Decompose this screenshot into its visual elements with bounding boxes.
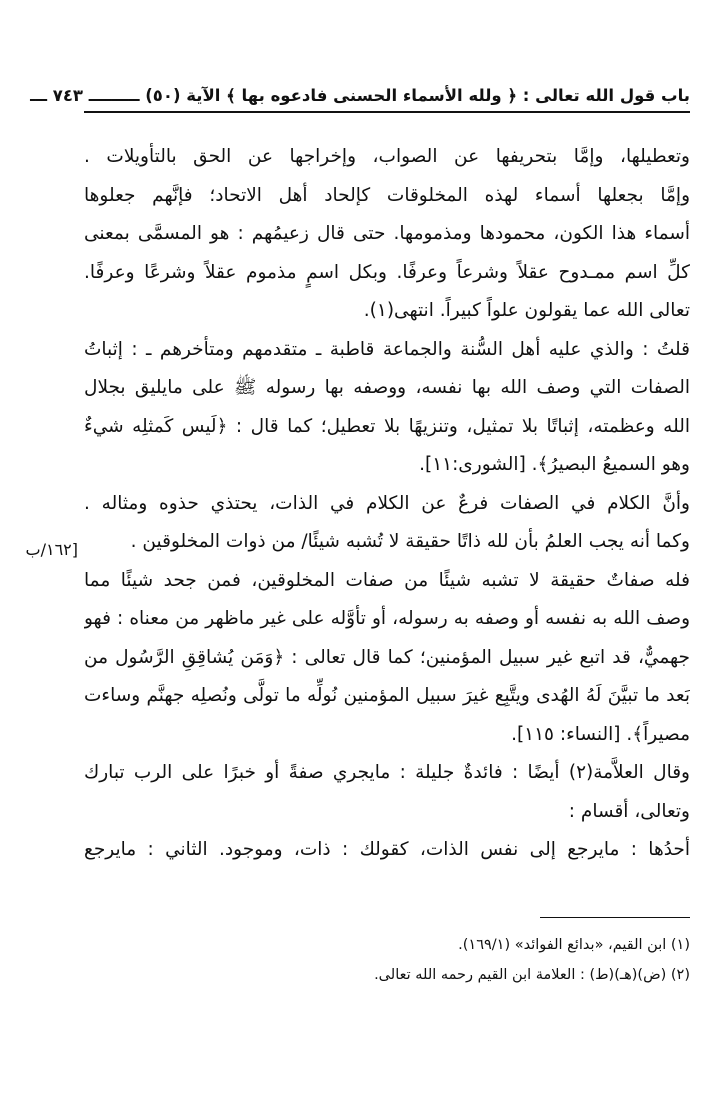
text-line: وإمَّا بجعلها أسماء لهذه المخلوقات كإلحاد أهل الاتحاد؛ فإنَّهم جعلوها: [84, 184, 690, 206]
footnote-rule: [540, 917, 690, 918]
text-line: الله وعظمته، إثباتًا بلا تمثيل، وتنزيهًا بلا تعطيل؛ كما قال : ﴿لَيس كَمثلِه شيءٌ: [84, 415, 690, 437]
text-line: أسماء هذا الكون، محمودها ومذمومها. حتى قال زعيمُهم : هو المسمَّى بمعنى: [84, 223, 690, 244]
footnote: (١) ابن القيم، «بدائع الفوائد» (١٦٩/١).: [458, 937, 690, 953]
text-line: قلتُ : والذي عليه أهل السُّنة والجماعة قاطبة ـ متقدمهم ومتأخرهم ـ : إثباتُ: [84, 338, 690, 360]
margin-folio-note: [١٦٢/ب: [25, 540, 78, 559]
text-line: كلِّ اسم ممـدوح عقلاً وشرعاً وعرفًا. وبكل اسمٍ مذموم عقلاً وشرعًا وعرفًا.: [84, 261, 690, 283]
footnote: (٢) (ض)(هـ)(ط) : العلامة ابن القيم رحمه الله تعالى.: [374, 967, 690, 983]
text-line: وكما أنه يجب العلمُ بأن لله ذاتًا حقيقة لا تُشبه شيئًا/ من ذوات المخلوقين .: [130, 531, 690, 552]
text-line: وأنَّ الكلام في الصفات فرعٌ عن الكلام في الذات، يحتذي حذوه ومثاله .: [84, 492, 690, 514]
text-line: وصف الله به نفسه أو وصفه به رسوله، أو تأوَّله على غير ماظهر من معناه : فهو: [84, 608, 690, 629]
text-line: بَعد ما تبيَّنَ لَهُ الهُدى ويتَّبِع غيرَ سبيل المؤمنين نُولِّه ما تولَّى ونُصلِه جهنَّم وساءت: [84, 685, 690, 706]
text-line: وتعالى، أقسام :: [568, 800, 690, 822]
text-line: وقال العلاَّمة(٢) أيضًا : فائدةٌ جليلة : مايجري صفةً أو خبرًا على الرب تبارك: [84, 762, 690, 783]
text-line: وتعطيلها، وإمَّا بتحريفها عن الصواب، وإخراجها عن الحق بالتأويلات .: [84, 146, 690, 167]
text-line: الصفات التي وصف الله بها نفسه، ووصفه بها رسوله ﷺ على مايليق بجلال: [84, 377, 690, 398]
footnotes: [84, 930, 690, 990]
text-line: فله صفاتٌ حقيقة لا تشبه شيئًا من صفات المخلوقين، فمن جحد شيئًا مما: [84, 569, 690, 591]
main-text: [84, 138, 690, 870]
text-line: مصيراً﴾. [النساء: ١١٥].: [511, 723, 690, 745]
text-line: أحدُها : مايرجع إلى نفس الذات، كقولك : ذات، وموجود. الثاني : مايرجع: [84, 839, 690, 860]
text-line: وهو السميعُ البصيرُ﴾. [الشورى:١١].: [419, 454, 690, 475]
header-rule: [84, 111, 690, 113]
text-line: جهميٌّ، قد اتبع غير سبيل المؤمنين؛ كما قال تعالى : ﴿وَمَن يُشاقِقِ الرَّسُول من: [84, 646, 690, 668]
text-line: تعالى الله عما يقولون علواً كبيراً. انتهى(١).: [363, 300, 690, 321]
running-header: باب قول الله تعالى : ﴿ ولله الأسماء الحسنى فادعوه بها ﴾ الآية (٥٠) ـــــــــ ٧٤٣ ـــ: [30, 86, 690, 105]
